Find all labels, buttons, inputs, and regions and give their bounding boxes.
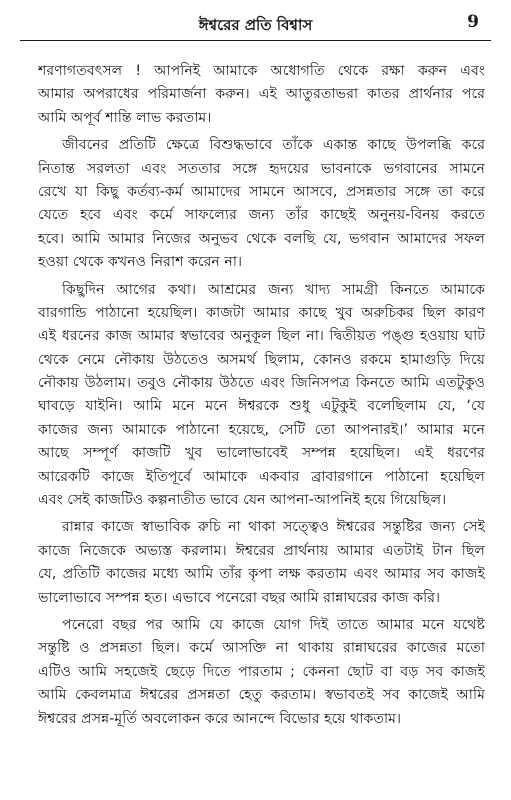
text-line: নিতান্ত সরলতা এবং সততার সঙ্গে হৃদয়ের ভাবনাকে ভগবানের সামনে <box>38 160 485 177</box>
page-number: 9 <box>467 12 479 32</box>
text-line: এবং সেই কাজটিও কল্পনাতীত ভাবে যেন আপনা-আপনিই হয়ে গিয়েছিল। <box>38 492 447 509</box>
paragraph <box>38 279 485 513</box>
text-line: হওয়া থেকে কখনও নিরাশ করেন না। <box>38 254 243 271</box>
running-title: ঈশ্বরের প্রতি বিশ্বাস <box>198 16 313 34</box>
text-line: এটিও আমি সহজেই ছেড়ে দিতে পারতাম ; কেননা ছোট বা বড় সব কাজই <box>38 663 485 680</box>
paragraph <box>38 516 485 610</box>
paragraph <box>38 134 485 274</box>
text-line: কাজে নিজেকে অভ্যস্ত করলাম। ঈশ্বরের প্রার্থনায় আমার এতটাই টান ছিল <box>38 542 485 559</box>
text-line: যেতে হবে এবং কর্মে সাফল্যের জন্য তাঁর কাছেই অনুনয়-বিনয় করতে <box>38 207 485 224</box>
text-line: ঘাবড়ে যাইনি। আমি মনে মনে ঈশ্বরকে শুধু এটুকুই বলেছিলাম যে, ‘যে <box>38 398 485 415</box>
text-line: যে, প্রতিটি কাজের মধ্যে আমি তাঁর কৃপা লক্ষ করতাম এবং আমার সব কাজই <box>38 566 485 583</box>
text-line: ভালোভাবে সম্পন্ন হত। এভাবে পনেরো বছর আমি রান্নাঘরের কাজ করি। <box>38 589 441 606</box>
text-line: হবে। আমি আমার নিজের অনুভব থেকে বলছি যে, ভগবান আমাদের সফল <box>38 230 485 247</box>
body-text <box>38 60 485 731</box>
text-line: সন্তুষ্টি ও প্রসন্নতা ছিল। কর্মে আসক্তি না থাকায় রান্নাঘরের কাজের মতো <box>38 640 485 657</box>
text-line: আমি অপূর্ব শান্তি লাভ করতাম। <box>38 109 212 126</box>
header-rule <box>20 40 491 41</box>
text-line: নৌকায় উঠলাম। তবুও নৌকায় উঠতে এবং জিনিসপত্র কিনতে আমি এতটুকুও <box>38 375 485 392</box>
text-line: আমি কেবলমাত্র ঈশ্বরের প্রসন্নতা হেতু করতাম। স্বভাবতই সব কাজেই আমি <box>38 687 485 704</box>
paragraph <box>38 614 485 731</box>
text-line: কাজের জন্য আমাকে পাঠানো হয়েছে, সেটি তো আপনারই।’ আমার মনে <box>38 421 485 438</box>
text-line: বারগান্ডি পাঠানো হয়েছিল। কাজটা আমার কাছে খুব অরুচিকর ছিল কারণ <box>38 304 485 321</box>
text-line: কিছুদিন আগের কথা। আশ্রমের জন্য খাদ্য সামগ্রী কিনতে আমাকে <box>62 281 485 298</box>
text-line: পনেরো বছর পর আমি যে কাজে যোগ দিই তাতে আমার মনে যথেষ্ট <box>62 616 485 633</box>
text-line: জীবনের প্রতিটি ক্ষেত্রে বিশুদ্ধভাবে তাঁকে একান্ত কাছে উপলব্ধি করে <box>62 137 485 154</box>
text-line: রান্নার কাজে স্বাভাবিক রুচি না থাকা সত্ত্বেও ঈশ্বরের সন্তুষ্টির জন্য সেই <box>62 519 485 536</box>
page-header <box>20 8 491 38</box>
text-line: আমার অপরাধের পরিমার্জনা করুন। এই আতুরতাভরা কাতর প্রার্থনার পরে <box>38 86 485 103</box>
text-line: ঈশ্বরের প্রসন্ন-মূর্তি অবলোকন করে আনন্দে বিভোর হয়ে থাকতাম। <box>38 710 402 727</box>
text-line: আছে সম্পূর্ণ কাজটি খুব ভালোভাবেই সম্পন্ন হয়েছিল। এই ধরণের <box>38 445 485 462</box>
text-line: শরণাগতবৎসল ! আপনিই আমাকে অধোগতি থেকে রক্ষা করুন এবং <box>38 63 485 79</box>
text-line: এই ধরনের কাজ আমার স্বভাবের অনুকূল ছিল না। দ্বিতীয়ত পঙ্গু হওয়ায় ঘাট <box>38 328 485 345</box>
text-line: আরেকটি কাজে ইতিপূর্বে আমাকে একবার ব্রাবারগানে পাঠানো হয়েছিল <box>38 468 485 485</box>
paragraph <box>38 60 485 130</box>
text-line: রেখে যা কিছু কর্তব্য-কর্ম আমাদের সামনে আসবে, প্রসন্নতার সঙ্গে তা করে <box>38 183 485 200</box>
text-line: থেকে নেমে নৌকায় উঠতেও অসমর্থ ছিলাম, কোনও রকমে হামাগুড়ি দিয়ে <box>38 351 485 368</box>
